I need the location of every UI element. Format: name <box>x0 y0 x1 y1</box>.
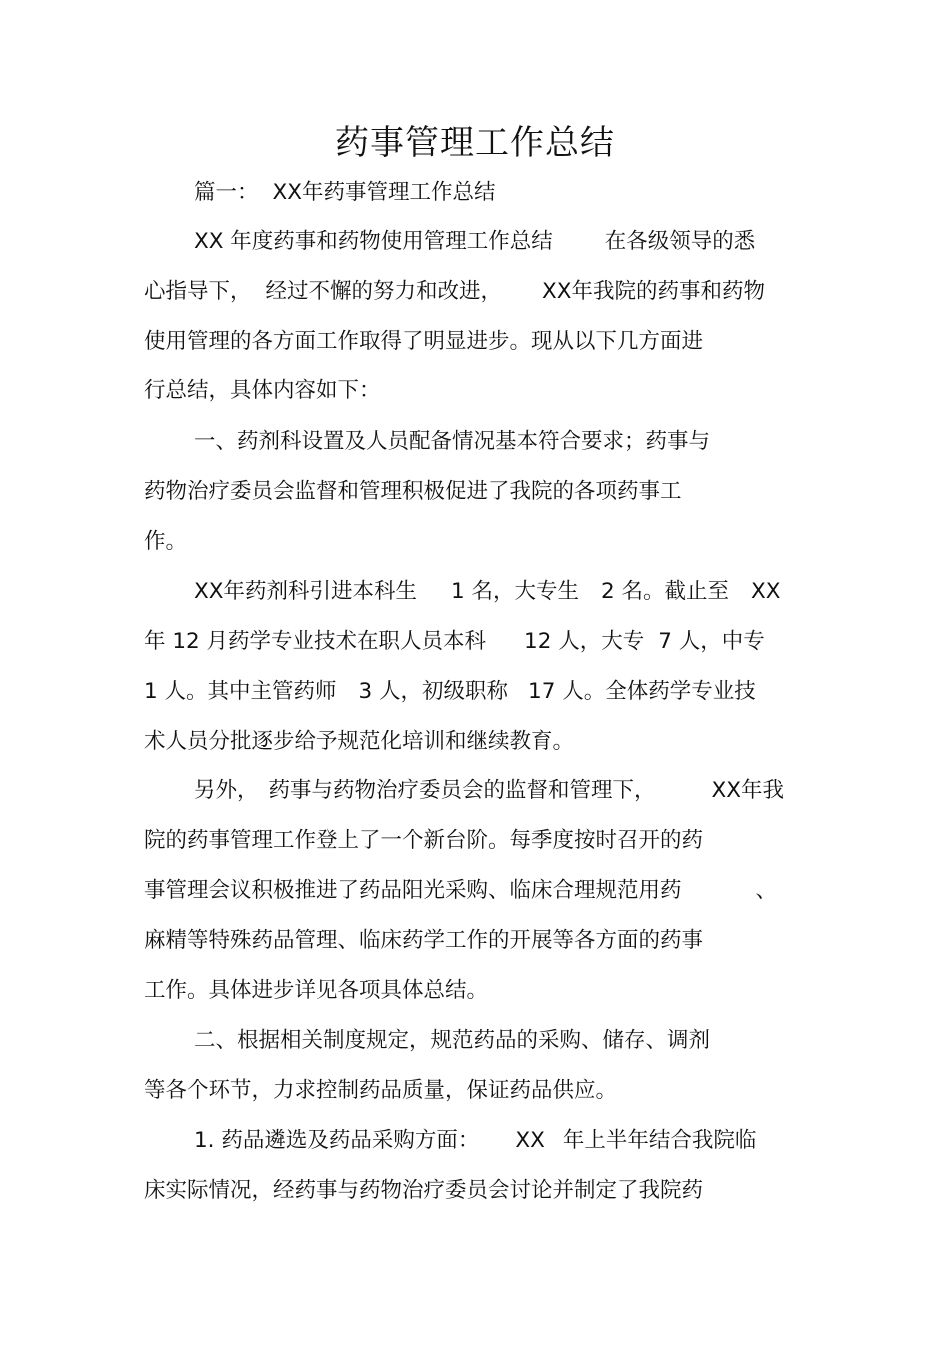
line-11-seg-1: 1 人。其中主管药师 <box>144 679 337 704</box>
line-3-seg-3: XX年我院的药事和药物 <box>542 279 765 304</box>
text-line-19 <box>144 1076 617 1106</box>
line-2-seg-1: XX 年度药事和药物使用管理工作总结 <box>194 229 553 254</box>
line-15-seg-1: 事管理会议积极推进了药品阳光采购、临床合理规范用药 <box>144 878 682 903</box>
line-10-seg-2: 12 人，大专 <box>524 629 645 654</box>
text-line-4 <box>144 327 703 357</box>
text-line-15 <box>144 876 777 906</box>
line-3-seg-2: 经过不懈的努力和改进， <box>265 279 503 304</box>
line-20-seg-2: XX <box>515 1128 545 1153</box>
line-20-seg-1: 1. 药品遴选及药品采购方面： <box>194 1128 480 1153</box>
text-line-3 <box>144 277 765 307</box>
line-9-seg-3: 2 名。截止至 <box>600 579 729 604</box>
line-6-seg-1: 一、药剂科设置及人员配备情况基本符合要求；药事与 <box>194 429 711 454</box>
line-10-seg-1: 年 12 月药学专业技术在职人员本科 <box>144 629 487 654</box>
text-line-12 <box>144 727 574 757</box>
text-line-20 <box>194 1126 756 1156</box>
text-line-18 <box>194 1026 710 1056</box>
line-18-seg-1: 二、根据相关制度规定，规范药品的采购、储存、调剂 <box>194 1028 711 1053</box>
line-4-seg-1: 使用管理的各方面工作取得了明显进步。现从以下几方面进 <box>144 329 704 354</box>
line-9-seg-2: 1 名，大专生 <box>450 579 579 604</box>
line-19-seg-1: 等各个环节，力求控制药品质量，保证药品供应。 <box>144 1078 618 1103</box>
text-line-6 <box>194 427 710 457</box>
line-17-seg-1: 工作。具体进步详见各项具体总结。 <box>144 978 489 1003</box>
line-12-seg-1: 术人员分批逐步给予规范化培训和继续教育。 <box>144 729 575 754</box>
line-14-seg-1: 院的药事管理工作登上了一个新台阶。每季度按时召开的药 <box>144 828 704 853</box>
document-title: 药事管理工作总结 <box>335 123 615 163</box>
text-line-1 <box>194 178 495 208</box>
line-9-seg-1: XX年药剂科引进本科生 <box>194 579 417 604</box>
line-20-seg-3: 年上半年结合我院临 <box>562 1128 757 1153</box>
line-1-seg-2: XX年药事管理工作总结 <box>272 180 496 205</box>
text-line-2 <box>194 227 755 257</box>
text-line-5 <box>144 376 381 406</box>
text-line-16 <box>144 926 703 956</box>
line-11-seg-3: 17 人。全体药学专业技 <box>528 679 756 704</box>
text-line-9 <box>194 577 780 607</box>
line-5-seg-1: 行总结，具体内容如下： <box>144 378 381 403</box>
text-line-17 <box>144 976 488 1006</box>
line-8-seg-1: 作。 <box>144 529 188 554</box>
text-line-7 <box>144 477 682 507</box>
line-1-seg-1: 篇一： <box>194 180 259 205</box>
line-13-seg-2: 药事与药物治疗委员会的监督和管理下， <box>268 778 656 803</box>
line-13-seg-1: 另外， <box>194 778 259 803</box>
line-2-seg-2: 在各级领导的悉 <box>604 229 756 254</box>
line-21-seg-1: 床实际情况，经药事与药物治疗委员会讨论并制定了我院药 <box>144 1178 704 1203</box>
text-line-11 <box>144 677 756 707</box>
line-11-seg-2: 3 人，初级职称 <box>358 679 509 704</box>
text-line-13 <box>194 776 784 806</box>
line-3-seg-1: 心指导下， <box>144 279 252 304</box>
line-16-seg-1: 麻精等特殊药品管理、临床药学工作的开展等各方面的药事 <box>144 928 704 953</box>
line-7-seg-1: 药物治疗委员会监督和管理积极促进了我院的各项药事工 <box>144 479 682 504</box>
text-line-21 <box>144 1176 703 1206</box>
line-10-seg-3: 7 人，中专 <box>658 629 765 654</box>
text-line-10 <box>144 627 765 657</box>
line-9-seg-4: XX <box>751 579 781 604</box>
line-13-seg-3: XX年我 <box>711 778 784 803</box>
text-line-14 <box>144 826 703 856</box>
text-line-8 <box>144 527 187 557</box>
line-15-seg-2: 、 <box>755 878 778 903</box>
